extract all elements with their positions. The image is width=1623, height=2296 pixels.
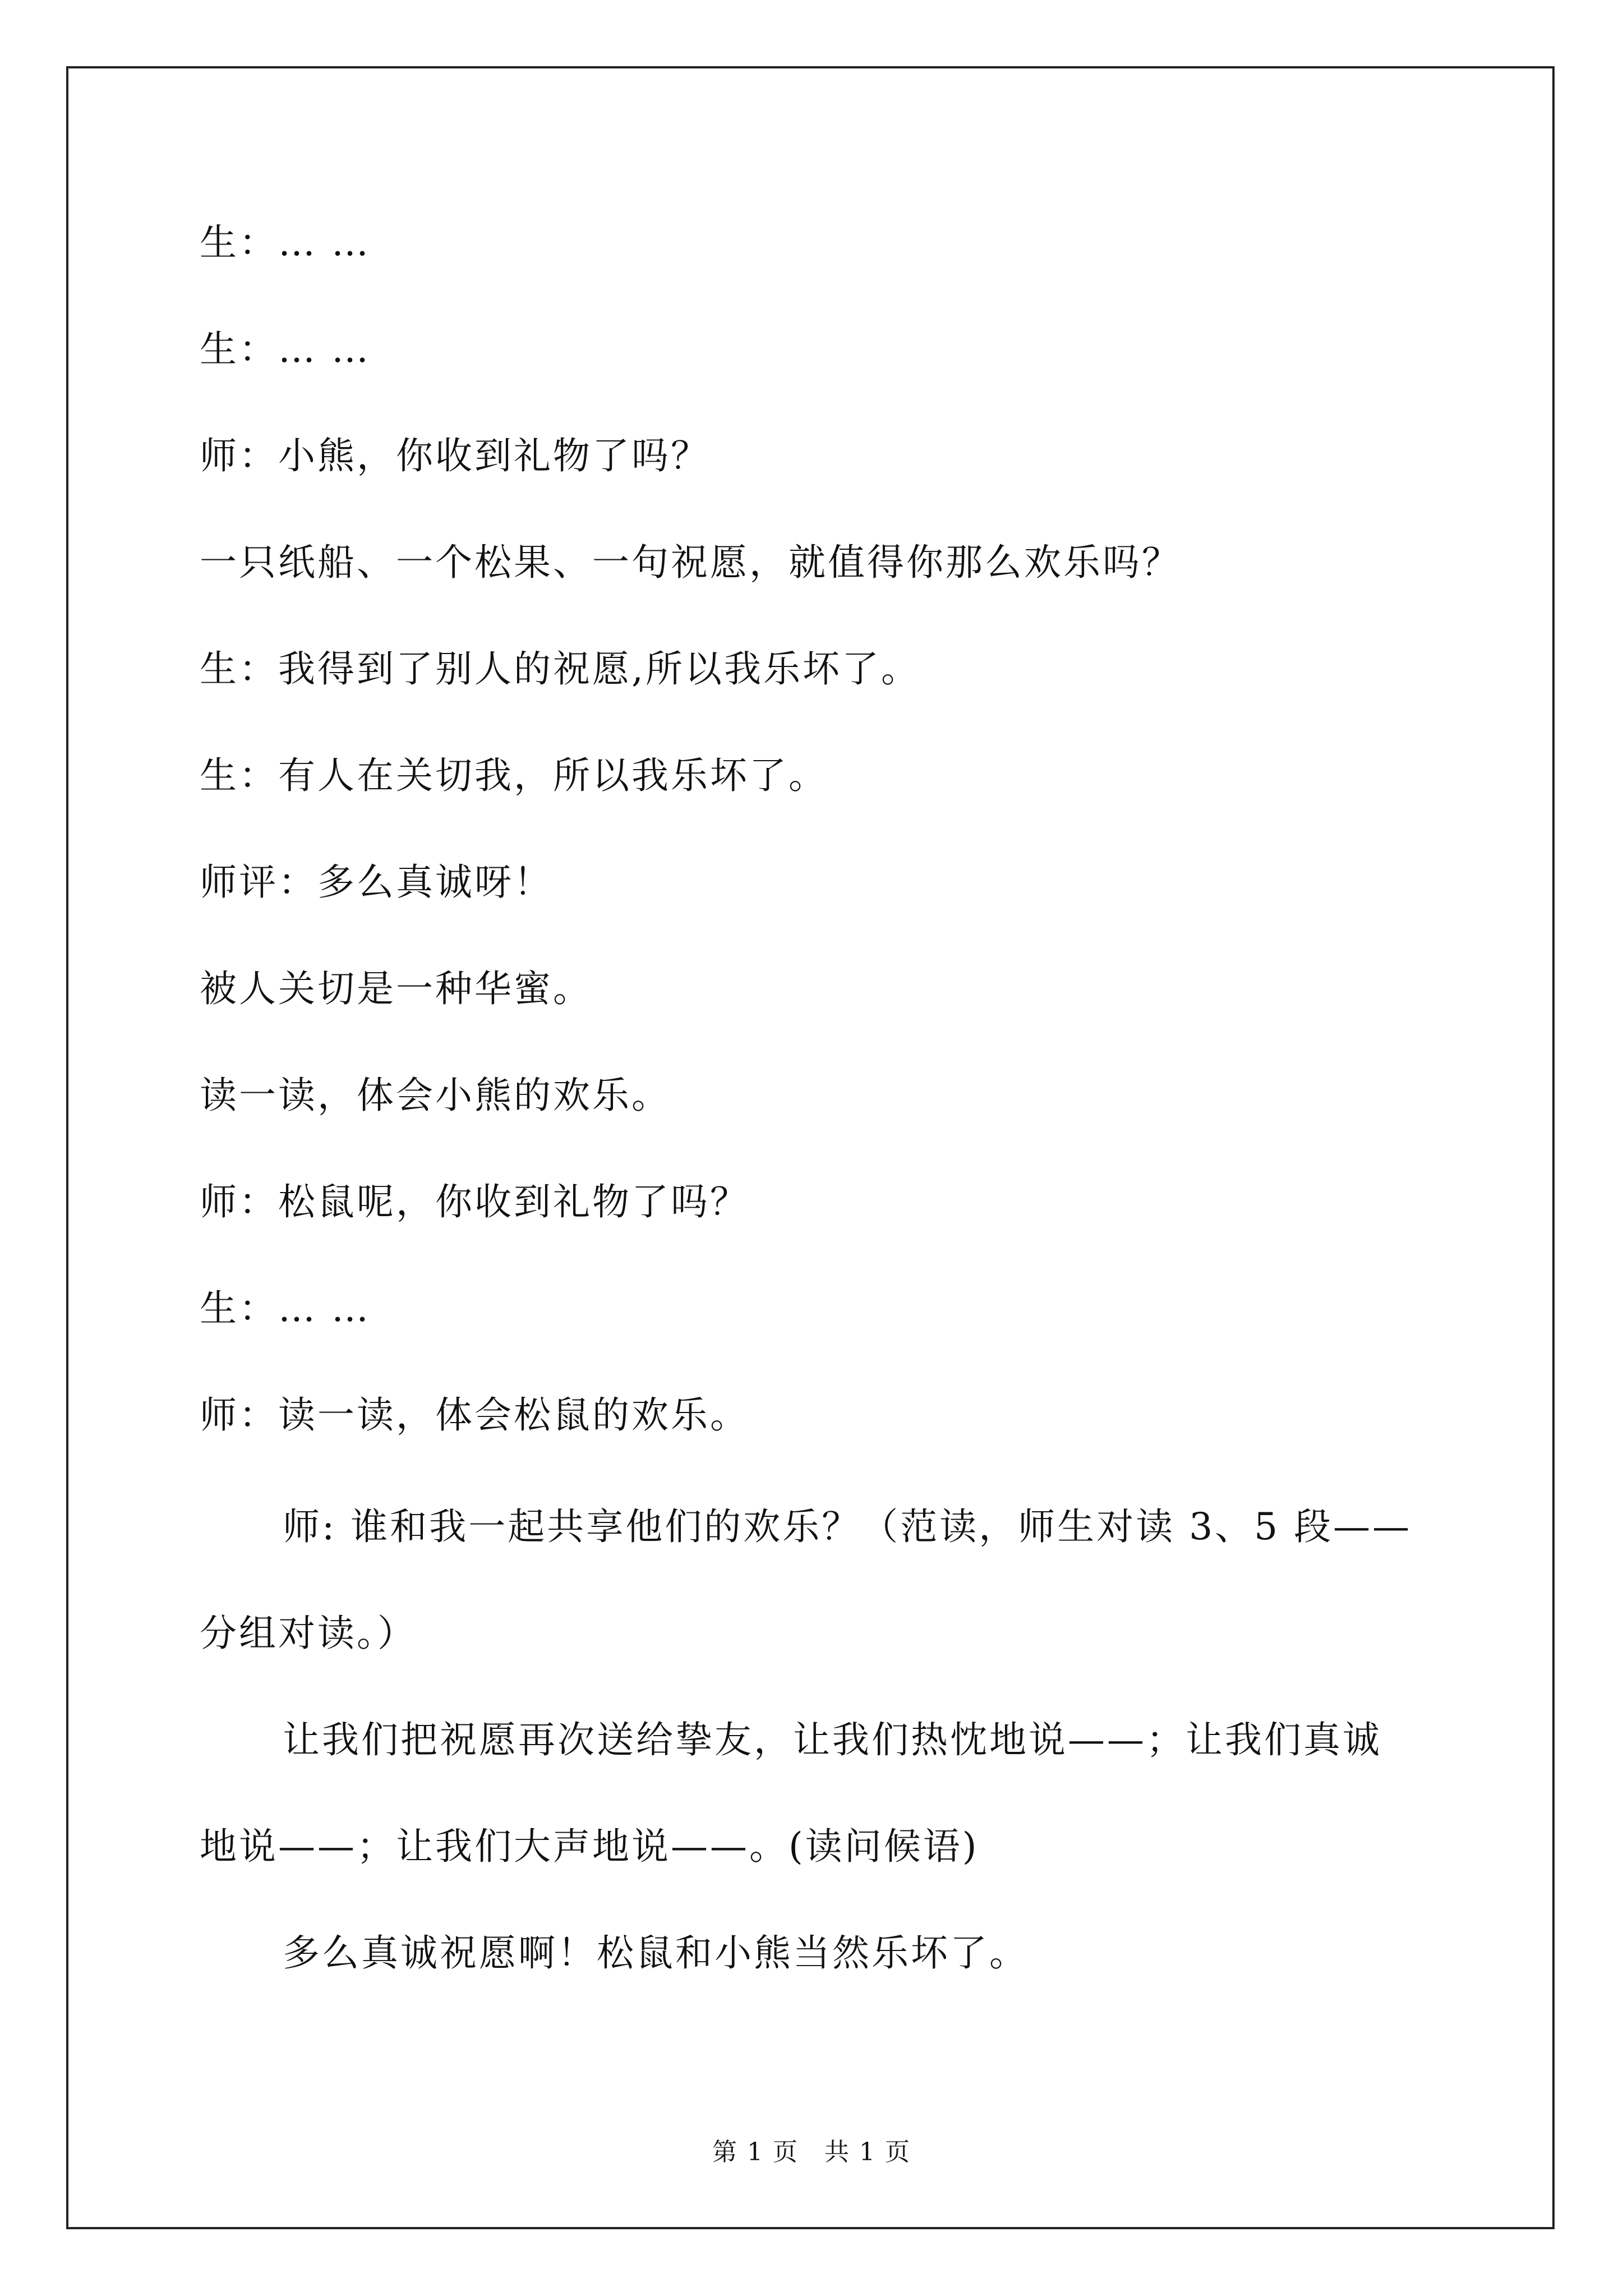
text-line: 生：… … (200, 221, 371, 264)
text-line: 师：读一读，体会松鼠的欢乐。 (200, 1393, 749, 1437)
text-line: 生：我得到了别人的祝愿,所以我乐坏了。 (200, 647, 920, 691)
paragraph-line: 师: 谁和我一起共享他们的欢乐？（范读，师生对读 3、5 段—— (283, 1505, 1412, 1548)
text-line: 师评：多么真诚呀！ (200, 861, 553, 904)
text-line: 读一读，体会小熊的欢乐。 (200, 1074, 671, 1117)
paragraph-line: 分组对读。） (200, 1612, 417, 1655)
text-line: 师：松鼠呢，你收到礼物了吗？ (200, 1180, 749, 1223)
closing-line: 多么真诚祝愿啊！松鼠和小熊当然乐坏了。 (283, 1931, 1029, 1975)
text-line: 一只纸船、一个松果、一句祝愿，就值得你那么欢乐吗？ (200, 541, 1181, 584)
text-line: 生：… … (200, 1287, 371, 1330)
text-line: 被人关切是一种华蜜。 (200, 967, 592, 1010)
page-footer: 第 1 页 共 1 页 (712, 2138, 911, 2166)
paragraph-line: 让我们把祝愿再次送给挚友，让我们热忱地说——；让我们真诚 (283, 1718, 1382, 1761)
text-line: 生：有人在关切我，所以我乐坏了。 (200, 754, 828, 797)
page-border (66, 66, 1555, 2229)
text-line: 生：… … (200, 328, 371, 371)
paragraph-line: 地说——；让我们大声地说——。(读问候语) (200, 1825, 979, 1868)
text-line: 师：小熊，你收到礼物了吗？ (200, 434, 710, 477)
